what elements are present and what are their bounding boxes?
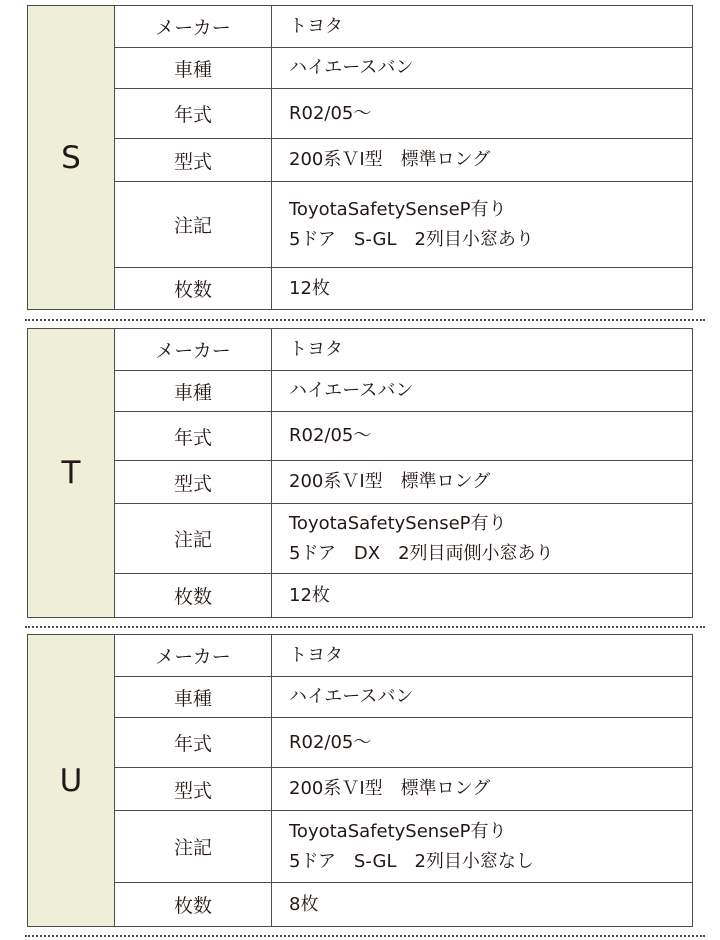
value-line: 5ドア S-GL 2列目小窓あり xyxy=(289,228,534,250)
row-value xyxy=(272,811,692,882)
value-line: ハイエースバン xyxy=(289,380,414,401)
value-line: ハイエースバン xyxy=(289,57,414,78)
dotted-separator xyxy=(25,319,705,321)
row-value xyxy=(272,677,692,717)
block-letter: T xyxy=(28,329,115,617)
spec-table-s xyxy=(27,5,693,310)
row-label: 注記 xyxy=(115,504,272,573)
value-line: ToyotaSafetySenseP有り xyxy=(289,198,507,220)
value-line: 5ドア DX 2列目両側小窓あり xyxy=(289,542,554,564)
row-label: メーカー xyxy=(115,635,272,676)
row-model xyxy=(115,677,692,718)
value-line: 12枚 xyxy=(289,584,330,606)
dotted-separator xyxy=(25,626,705,628)
row-label: 年式 xyxy=(115,89,272,138)
row-note xyxy=(115,182,692,268)
value-line: R02/05〜 xyxy=(289,102,372,124)
row-value xyxy=(272,268,692,309)
row-value xyxy=(272,574,692,617)
row-type xyxy=(115,139,692,182)
spec-table-u xyxy=(27,634,693,927)
row-year xyxy=(115,89,692,139)
value-line: 8枚 xyxy=(289,893,319,915)
value-line: ToyotaSafetySenseP有り xyxy=(289,512,507,534)
row-maker xyxy=(115,635,692,677)
row-label: 枚数 xyxy=(115,268,272,309)
block-letter: S xyxy=(28,6,115,309)
row-type xyxy=(115,768,692,811)
row-type xyxy=(115,461,692,504)
row-label: 注記 xyxy=(115,811,272,882)
spec-rows xyxy=(115,6,692,309)
row-note xyxy=(115,504,692,574)
row-label: メーカー xyxy=(115,329,272,370)
spec-table-t xyxy=(27,328,693,618)
row-value xyxy=(272,89,692,138)
value-line: トヨタ xyxy=(289,338,343,360)
value-line: R02/05〜 xyxy=(289,731,372,753)
row-label: 型式 xyxy=(115,768,272,810)
row-label: 年式 xyxy=(115,718,272,767)
row-value xyxy=(272,139,692,181)
spec-rows xyxy=(115,635,692,926)
row-model xyxy=(115,371,692,412)
row-value xyxy=(272,461,692,503)
value-line: ハイエースバン xyxy=(289,686,414,707)
row-value xyxy=(272,883,692,926)
row-maker xyxy=(115,329,692,371)
row-label: 枚数 xyxy=(115,574,272,617)
value-line: 5ドア S-GL 2列目小窓なし xyxy=(289,850,534,872)
row-value xyxy=(272,635,692,676)
row-value xyxy=(272,6,692,47)
row-value xyxy=(272,329,692,370)
row-label: メーカー xyxy=(115,6,272,47)
value-line: トヨタ xyxy=(289,644,343,666)
row-count xyxy=(115,574,692,617)
spec-rows xyxy=(115,329,692,617)
value-line: トヨタ xyxy=(289,15,343,37)
value-line: 200系ＶⅠ型 標準ロング xyxy=(289,471,491,492)
value-line: ToyotaSafetySenseP有り xyxy=(289,820,507,842)
row-label: 注記 xyxy=(115,182,272,267)
row-count xyxy=(115,268,692,309)
row-model xyxy=(115,48,692,89)
row-year xyxy=(115,412,692,461)
row-value xyxy=(272,768,692,810)
row-label: 型式 xyxy=(115,461,272,503)
row-label: 年式 xyxy=(115,412,272,460)
row-label: 車種 xyxy=(115,48,272,88)
row-value xyxy=(272,182,692,267)
row-label: 枚数 xyxy=(115,883,272,926)
value-line: 200系ＶⅠ型 標準ロング xyxy=(289,778,491,799)
row-count xyxy=(115,883,692,926)
value-line: 200系ＶⅠ型 標準ロング xyxy=(289,149,491,170)
dotted-separator xyxy=(25,935,705,937)
value-line: R02/05〜 xyxy=(289,425,372,446)
row-maker xyxy=(115,6,692,48)
value-line: 12枚 xyxy=(289,277,330,299)
row-year xyxy=(115,718,692,768)
row-label: 型式 xyxy=(115,139,272,181)
row-label: 車種 xyxy=(115,677,272,717)
row-note xyxy=(115,811,692,883)
block-letter: U xyxy=(28,635,115,926)
row-value xyxy=(272,718,692,767)
row-value xyxy=(272,504,692,573)
row-label: 車種 xyxy=(115,371,272,411)
row-value xyxy=(272,48,692,88)
row-value xyxy=(272,371,692,411)
row-value xyxy=(272,412,692,460)
